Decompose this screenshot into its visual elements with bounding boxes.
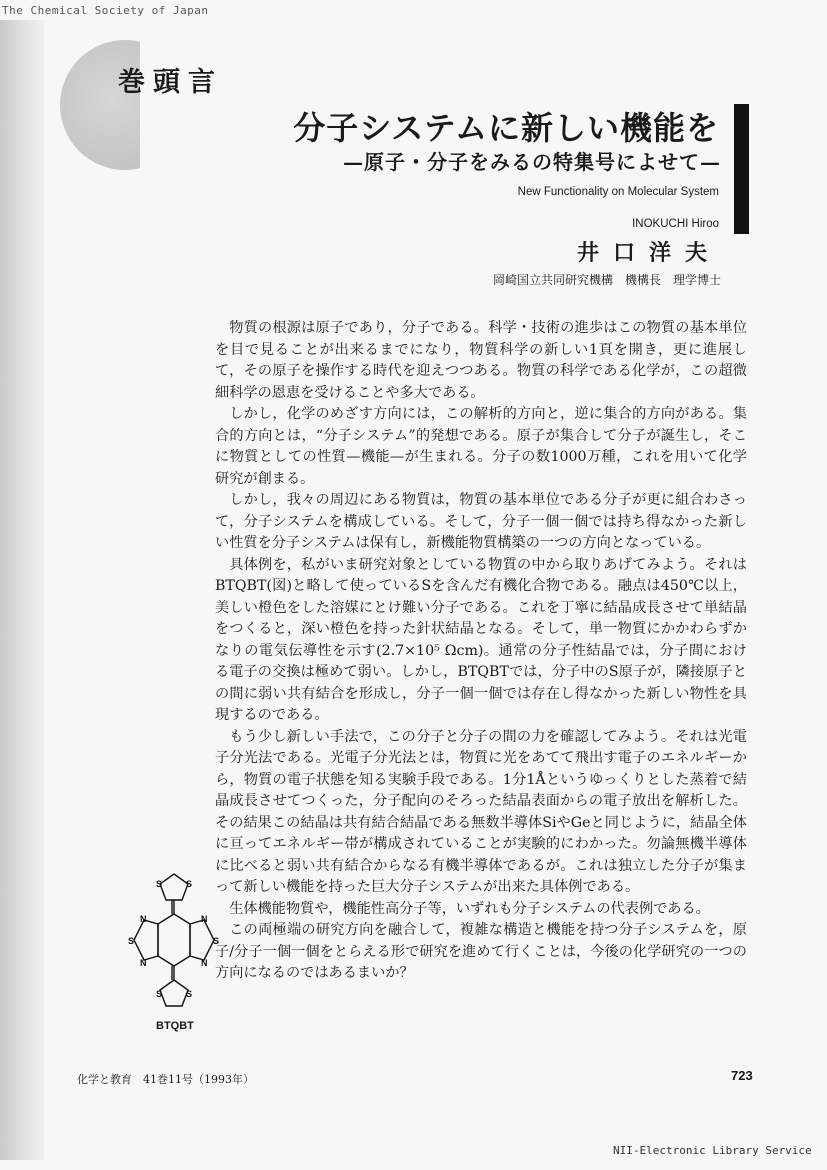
atom-s: S (186, 989, 193, 999)
atom-n: N (201, 914, 208, 924)
bottom-dithiole-ring (160, 980, 188, 1006)
atom-n: N (140, 914, 147, 924)
author-roman: INOKUCHI Hiroo (632, 218, 719, 230)
column-label: 巻頭言 (118, 67, 223, 98)
article-title: 分子システムに新しい機能を (293, 109, 719, 147)
article-subtitle: —原子・分子をみるの特集号によせて— (343, 150, 721, 174)
society-watermark: The Chemical Society of Japan (2, 4, 209, 17)
badge-mask (140, 20, 280, 210)
atom-n: N (140, 958, 147, 968)
atom-s: S (186, 879, 193, 889)
body-paragraph: 物質の根源は原子であり，分子である。科学・技術の進歩はこの物質の基本単位を目で見ることが出来るまでになり，物質科学の新しい1頁を開き，更に進展して，その原子を操作する時代を迎えつつある。物質の科学である化学が，この超微細科学の恩恵を受けることや多大である。 (215, 320, 747, 401)
right-thiadiazole-ring (190, 920, 214, 960)
top-dithiole-ring (160, 874, 188, 900)
figure-label: BTQBT (156, 1020, 194, 1032)
title-accent-bar (734, 104, 749, 234)
btqbt-structure-figure (126, 870, 222, 1015)
article-body (215, 318, 747, 985)
author-name: 井口洋夫 (576, 240, 721, 266)
atom-s: S (213, 936, 220, 946)
body-paragraph: 生体機能物質や，機能性高分子等，いずれも分子システムの代表例である。 (229, 900, 710, 917)
page-number: 723 (731, 1068, 753, 1083)
atom-s: S (156, 879, 163, 889)
atom-s: S (128, 936, 135, 946)
left-thiadiazole-ring (134, 920, 158, 960)
atom-s: S (156, 989, 163, 999)
atom-n: N (201, 958, 208, 968)
body-paragraph: もう少し新しい手法で，この分子と分子の間の力を確認してみよう。それは光電子分光法である。光電子分光法とは，物質に光をあてて飛出す電子のエネルギーから，物質の電子状態を知る実験手段である。1分1Åというゆっくりとした蒸着で結晶成長させてつくった，分子配向のそろった結晶表面からの電子放出を解析した。その結果この結晶は共有結合結晶である無数半導体SiやGeと同じように，結晶全体に亘ってエネルギー帯が構成されていることが実験的にわかった。勿論無機半導体に比べると弱い共有結合からなる有機半導体であるが。これは独立した分子が集まって新しい機能を持った巨大分子システムが出来た具体例である。 (215, 728, 747, 895)
central-quinoid-ring (158, 914, 190, 966)
body-paragraph: この両極端の研究方向を融合して，複雑な構造と機能を持つ分子システムを，原子/分子一個一個をとらえる形で研究を進めて行くことは，今後の化学研究の一つの方向になるのではあるまいか？ (215, 922, 747, 981)
body-paragraph: しかし，化学のめざす方向には，この解析的方向と，逆に集合的方向がある。集合的方向とは，“分子システム”的発想である。原子が集合して分子が誕生し，そこに物質としての性質—機能—が生まれる。分子の数1000万種，これを用いて化学研究が創まる。 (215, 406, 747, 487)
english-title: New Functionality on Molecular System (517, 186, 719, 198)
body-paragraph: しかし，我々の周辺にある物質は，物質の基本単位である分子が更に組合わさって，分子システムを構成している。そして，分子一個一個では持ち得なかった新しい性質を分子システムは保有し，新機能物質構築の一つの方向となっている。 (215, 492, 747, 551)
author-affiliation: 岡崎国立共同研究機構 機構長 理学博士 (492, 273, 721, 287)
nii-service-credit: NII-Electronic Library Service (613, 1144, 812, 1157)
left-margin-shade (0, 20, 44, 1160)
journal-citation: 化学と教育 41巻11号（1993年） (77, 1073, 254, 1086)
body-paragraph: 具体例を，私がいま研究対象としている物質の中から取りあげてみよう。それはBTQBT(図)と略して使っているSを含んだ有機化合物である。融点は450℃以上，美しい橙色をした溶媒にとけ難い分子である。これを丁寧に結晶成長させて単結晶をつくると，深い橙色を持った針状結晶となる。そして，単一物質にかかわらずかなりの電気伝導性を示す(2.7×10⁵ Ωcm)。通常の分子性結晶では，分子間における電子の交換は極めて弱い。しかし，BTQBTでは，分子中のS原子が，隣接原子との間に弱い共有結合を形成し，分子一個一個では存在し得なかった新しい物性を具現するのである。 (215, 556, 747, 723)
